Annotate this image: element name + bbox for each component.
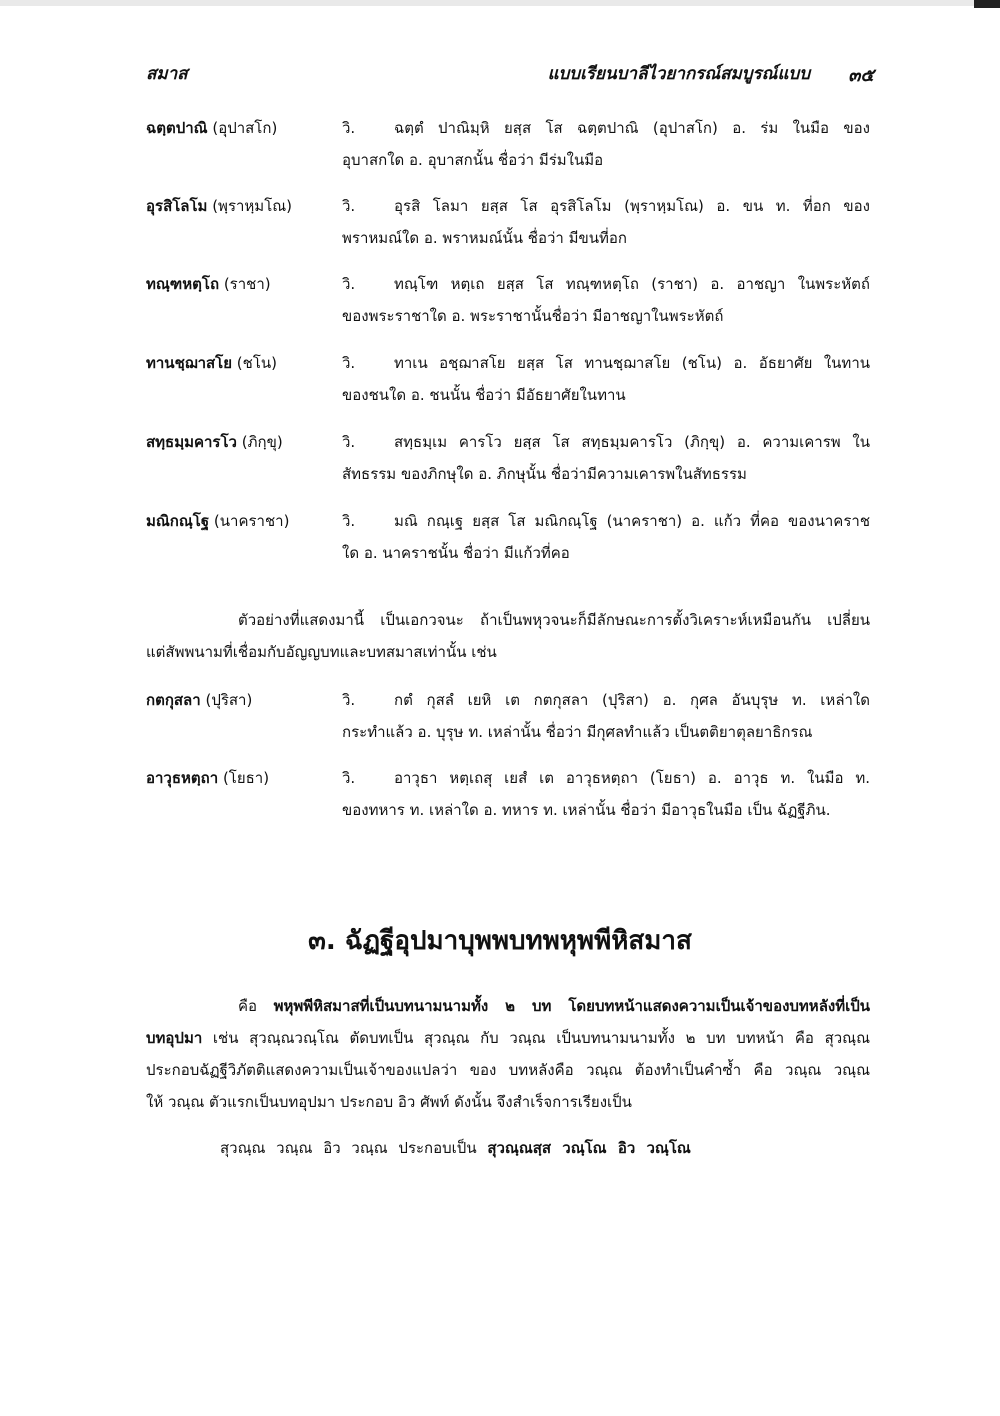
section-title: ๓. ฉัฏฐีอุปมาบุพพบทพหุพพีหิสมาส: [308, 926, 692, 956]
entry-term: กตกุสลา: [146, 691, 201, 709]
entry-line-2: พราหมณ์ใด อ. พราหมณ์นั้น ชื่อว่า มีขนที่อก: [342, 229, 627, 247]
scan-edge-corner: [974, 0, 1000, 8]
entry-gloss: (พฺราหฺมโณ): [212, 197, 293, 215]
entry-line-2: ของชนใด อ. ชนนั้น ชื่อว่า มีอัธยาศัยในทาน: [342, 386, 626, 404]
entry-line-2: กระทำแล้ว อ. บุรุษ ท. เหล่านั้น ชื่อว่า มีกุศลทำแล้ว เป็นตติยาตุลยาธิกรณ: [342, 723, 813, 741]
entry-term: ทานชฺฌาสโย: [146, 354, 232, 372]
entry-term: สทฺธมฺมคารโว: [146, 433, 237, 451]
entry-line-1: สทฺธมฺเม คารโว ยสฺส โส สทฺธมฺมคารโว (ภิกฺขุ) อ. ความเคารพ ใน: [394, 433, 870, 451]
entry-item: [146, 347, 870, 409]
section-line-2: [146, 1022, 870, 1054]
header-book-title: แบบเรียนบาลีไวยากรณ์สมบูรณ์แบบ: [547, 64, 810, 84]
formula-plain: สุวณฺณ วณฺณ อิว วณฺณ ประกอบเป็น: [220, 1139, 488, 1157]
section-line-1-prefix: คือ: [238, 997, 274, 1015]
formula-bold: สุวณฺณสฺส วณฺโณ อิว วณฺโณ: [487, 1139, 691, 1157]
entry-line-1: ทาเน อชฺฌาสโย ยสฺส โส ทานชฺฌาสโย (ชโน) อ. อัธยาศัย ในทาน: [394, 354, 870, 372]
entry-vi-marker: วิ.: [342, 512, 356, 530]
entry-line-1: ทณฺโฑ หตฺเถ ยสฺส โส ทณฺฑหตฺโถ (ราชา) อ. อาชญา ในพระหัตถ์: [394, 275, 870, 293]
entry-gloss: (อุปาสโก): [212, 119, 278, 137]
entry-vi-marker: วิ.: [342, 275, 356, 293]
entry-term: อาวุธหตฺถา: [146, 769, 219, 787]
entry-term: ทณฺฑหตฺโถ: [146, 275, 220, 293]
entry-vi-marker: วิ.: [342, 354, 356, 372]
entry-line-2: ของพระราชาใด อ. พระราชานั้นชื่อว่า มีอาชญาในพระหัตถ์: [342, 307, 724, 325]
entry-item: [146, 112, 870, 174]
entry-vi-marker: วิ.: [342, 197, 356, 215]
page-header: [146, 60, 874, 88]
section-line-1-bold: พหุพพีหิสมาสที่เป็นบทนามนามทั้ง ๒ บท โดยบทหน้าแสดงความเป็นเจ้าของบทหลังที่เป็น: [273, 997, 870, 1015]
entry-gloss: (ราชา): [223, 275, 271, 293]
entry-item: [146, 190, 870, 252]
note-line-1: ตัวอย่างที่แสดงมานี้ เป็นเอกวจนะ ถ้าเป็นพหุวจนะก็มีลักษณะการตั้งวิเคราะห์เหมือนกัน เปลี่ยน: [238, 611, 870, 629]
entry-line-1: ฉตฺตํ ปาณิมฺหิ ยสฺส โส ฉตฺตปาณิ (อุปาสโก) อ. ร่ม ในมือ ของ: [394, 119, 870, 137]
header-page-number: ๓๕: [848, 65, 874, 86]
entry-line-2: ของทหาร ท. เหล่าใด อ. ทหาร ท. เหล่านั้น ชื่อว่า มีอาวุธในมือ เป็น ฉัฏฐีภิน.: [342, 801, 831, 819]
section-line-1: [146, 990, 870, 1022]
entry-term: อุรสิโลโม: [146, 197, 208, 215]
section-line-4: ให้ วณฺณ ตัวแรกเป็นบทอุปมา ประกอบ อิว ศัพท์ ดังนั้น จึงสำเร็จการเรียงเป็น: [146, 1093, 632, 1111]
header-chapter: สมาส: [146, 64, 188, 84]
entry-line-2: อุบาสกใด อ. อุบาสกนั้น ชื่อว่า มีร่มในมือ: [342, 151, 604, 169]
entry-gloss: (โยธา): [222, 769, 270, 787]
entry-item: [146, 426, 870, 488]
entry-item: [146, 762, 870, 824]
section-line-2-rest: เช่น สุวณฺณวณฺโณ ตัดบทเป็น สุวณฺณ กับ วณฺณ เป็นบทนามนามทั้ง ๒ บท บทหน้า คือ สุวณฺณ: [202, 1029, 870, 1047]
entry-line-1: อาวุธา หตฺเถสุ เยสํ เต อาวุธหตฺถา (โยธา) อ. อาวุธ ท. ในมือ ท.: [394, 769, 870, 787]
entry-vi-marker: วิ.: [342, 769, 356, 787]
entry-term: ฉตฺตปาณิ: [146, 119, 208, 137]
section-line-3: ประกอบฉัฏฐีวิภัตติแสดงความเป็นเจ้าของแปลว่า ของ บทหลังคือ วณฺณ ต้องทำเป็นคำซ้ำ คือ วณฺณ วณฺณ: [146, 1061, 870, 1079]
note-paragraph: [146, 604, 870, 668]
entry-line-1: อุรสิ โลมา ยสฺส โส อุรสิโลโม (พฺราหฺมโณ) อ. ขน ท. ที่อก ของ: [394, 197, 870, 215]
section-paragraph: [146, 990, 870, 1118]
scan-edge-top: [0, 0, 1000, 6]
entry-item: [146, 505, 870, 567]
entry-line-1: กตํ กุสลํ เยหิ เต กตกุสลา (ปุริสา) อ. กุศล อันบุรุษ ท. เหล่าใด: [394, 691, 870, 709]
entry-gloss: (ชโน): [236, 354, 277, 372]
formula-line: [220, 1136, 691, 1160]
entry-line-2: สัทธรรม ของภิกษุใด อ. ภิกษุนั้น ชื่อว่ามีความเคารพในสัทธรรม: [342, 465, 747, 483]
entry-gloss: (ปุริสา): [205, 691, 253, 709]
entry-term: มณิกณฺโฐ: [146, 512, 210, 530]
entry-item: [146, 268, 870, 330]
entry-gloss: (ภิกฺขุ): [241, 433, 283, 451]
entry-gloss: (นาคราชา): [213, 512, 290, 530]
entry-vi-marker: วิ.: [342, 433, 356, 451]
section-line-2-bold: บทอุปมา: [146, 1029, 203, 1047]
entry-item: [146, 684, 870, 746]
entry-vi-marker: วิ.: [342, 691, 356, 709]
entry-line-2: ใด อ. นาคราชนั้น ชื่อว่า มีแก้วที่คอ: [342, 544, 570, 562]
entry-vi-marker: วิ.: [342, 119, 356, 137]
note-line-2: แต่สัพพนามที่เชื่อมกับอัญญบทและบทสมาสเท่านั้น เช่น: [146, 643, 497, 661]
entry-line-1: มณิ กณฺเฐ ยสฺส โส มณิกณฺโฐ (นาคราชา) อ. แก้ว ที่คอ ของนาคราช: [394, 512, 870, 530]
